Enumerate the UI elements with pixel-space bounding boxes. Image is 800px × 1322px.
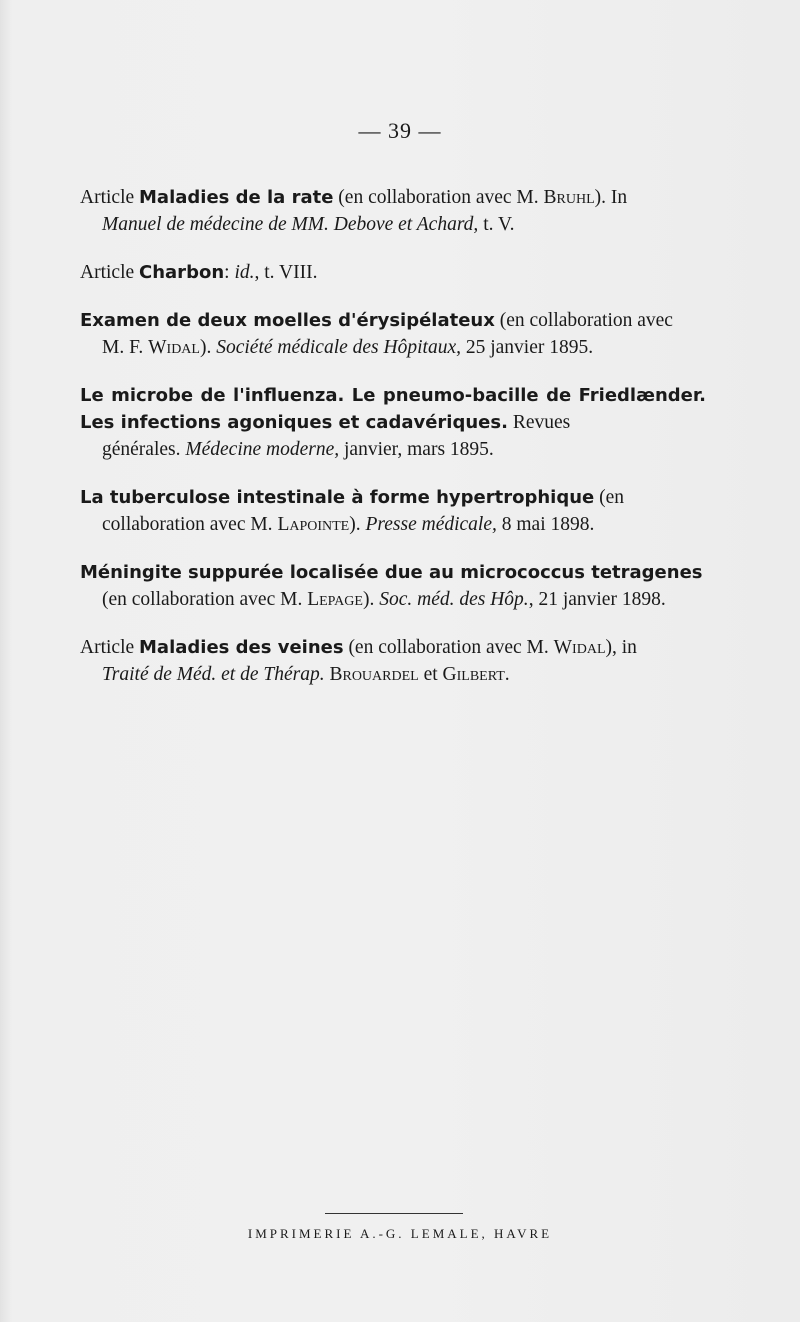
bibliography-entry (80, 382, 706, 463)
entry-title: Le microbe de l'influenza. Le pneumo-bacille de Friedlænder. Les infections agoniques et cadavériques. (80, 385, 706, 433)
entry-continuation (80, 586, 706, 613)
entry-title: Maladies de la rate (139, 187, 334, 208)
entry-text: ). In (594, 187, 628, 208)
entry-text: t. V. (478, 214, 515, 235)
entry-title: Maladies des veines (139, 637, 344, 658)
entry-text: , 21 janvier 1898. (528, 589, 666, 610)
entry-text: . (504, 664, 510, 685)
entry-text: M. F. (102, 337, 149, 358)
entry-text: Revues (507, 412, 571, 433)
entry-text: générales. (102, 439, 186, 460)
author-name: Bruhl (543, 187, 595, 208)
entry-text: : (224, 262, 235, 283)
page-number: — 39 — (358, 118, 442, 143)
footer-rule (325, 1213, 463, 1214)
entry-continuation (80, 436, 706, 463)
entry-text: , t. VIII. (254, 262, 318, 283)
entry-title: La tuberculose intestinale à forme hypertrophique (80, 487, 595, 508)
entry-text: ), in (605, 637, 637, 658)
entry-text: collaboration avec M. (102, 514, 278, 535)
entry-text: et (418, 664, 443, 685)
entry-text: (en (594, 487, 625, 508)
bibliography-entry (80, 307, 706, 361)
author-name: Widal (553, 637, 606, 658)
entry-continuation (80, 661, 706, 688)
entry-text: (en collaboration avec (494, 310, 673, 331)
publication-name: Manuel de médecine de MM. Debove et Achard, (102, 214, 479, 235)
author-name: Gilbert (442, 664, 505, 685)
author-name: Brouardel (329, 664, 419, 685)
entry-text: 25 janvier 1895. (460, 337, 594, 358)
publication-name: Soc. méd. des Hôp. (379, 589, 529, 610)
author-name: Widal (148, 337, 200, 358)
author-name: Lapointe (277, 514, 350, 535)
publication-name: Médecine moderne, (185, 439, 340, 460)
entry-text: Article (80, 262, 140, 283)
bibliography-entry (80, 559, 706, 613)
publication-name: Traité de Méd. et de Thérap. (102, 664, 325, 685)
entry-title: Charbon (139, 262, 225, 283)
entry-text: (en collaboration avec M. (102, 589, 308, 610)
bibliography-entry (80, 634, 706, 688)
entry-title: Méningite suppurée localisée due au micrococcus tetragenes (80, 562, 703, 583)
author-name: Lepage (307, 589, 363, 610)
printer-imprint: IMPRIMERIE A.-G. LEMALE, HAVRE (247, 1226, 553, 1241)
entry-text: Article (80, 637, 140, 658)
publication-name: Presse médicale, (365, 514, 497, 535)
entry-text: 8 mai 1898. (496, 514, 595, 535)
entry-continuation (80, 211, 706, 238)
entry-text: ). (349, 514, 366, 535)
bibliography-entry (80, 184, 706, 238)
entry-text: janvier, mars 1895. (339, 439, 494, 460)
bibliography-entry (80, 484, 706, 538)
publication-name: id. (234, 262, 255, 283)
entry-title: Examen de deux moelles d'érysipélateux (80, 310, 495, 331)
entry-continuation (80, 511, 706, 538)
entry-text: ). (362, 589, 380, 610)
entry-text: Article (80, 187, 140, 208)
bibliography-entry (80, 259, 706, 286)
publication-name: Société médicale des Hôpitaux, (216, 337, 461, 358)
bibliography-list (80, 184, 706, 709)
entry-text: ). (199, 337, 217, 358)
entry-text: (en collaboration avec M. (343, 637, 554, 658)
entry-continuation (80, 334, 706, 361)
entry-text: (en collaboration avec M. (333, 187, 544, 208)
